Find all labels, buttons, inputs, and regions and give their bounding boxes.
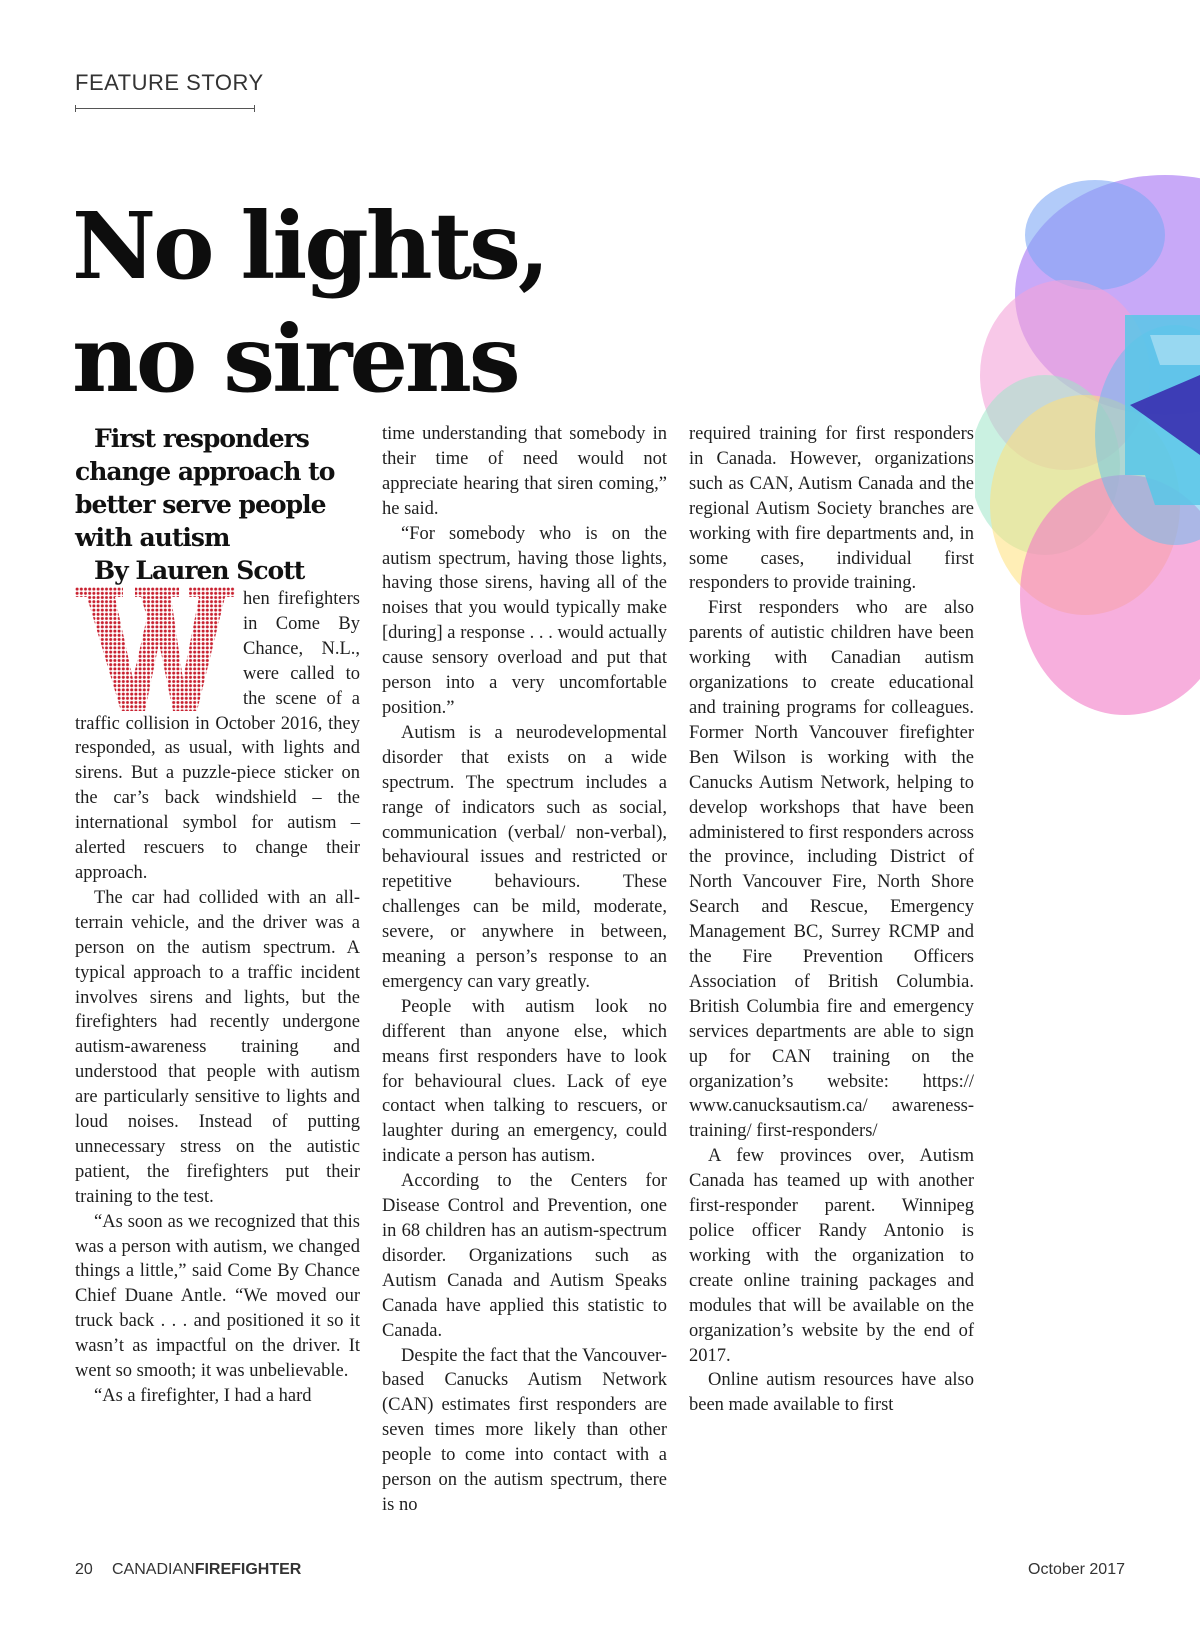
- byline: By Lauren Scott: [94, 556, 305, 585]
- paragraph: required training for first responders in Canada. However, organizations such as CAN, Autism Canada and the regional Autism Society branches are working with fire departments and, in some cases, individual first responders to provide training.: [689, 424, 974, 594]
- headline: [72, 190, 772, 416]
- dropcap-w: [75, 587, 235, 711]
- paragraph: Autism is a neurodevelopmental disorder that exists on a wide spectrum. The spectrum includes a range of indicators such as social, communication (verbal/ non-verbal), behavioural issues and restricted or repetitive behaviours. These challenges can be mild, moderate, severe, or anywhere in between, meaning a person’s response to an emergency can vary greatly.: [382, 722, 667, 992]
- paragraph: Despite the fact that the Vancouver-based Canucks Autism Network (CAN) estimates first responders are seven times more likely than other people to come into contact with a person on the autism spectrum, there is no: [382, 1345, 667, 1515]
- paragraph: “For somebody who is on the autism spectrum, having those lights, having those sirens, having all of the noises that you would typically make [during] a response . . . would actually cause sensory overload and put that person into a very uncomfortable position.”: [382, 523, 667, 718]
- magazine-name: [112, 1561, 301, 1579]
- paragraph: First responders who are also parents of autistic children have been working with Canadian autism organizations to create educational and training programs for colleagues. Former North Vancouver firefighter Ben Wilson is working with the Canucks Autism Network, helping to develop workshops that have been administered to first responders across the province, including District of North Vancouver Fire, North Shore Search and Rescue, Emergency Management BC, Surrey RCMP and the Fire Prevention Officers Association of British Columbia. British Columbia fire and emergency services departments are able to sign up for CAN training on the organization’s website: https:// www.canucksautism.ca/ awareness-training/ first-responders/: [689, 598, 974, 1142]
- paragraph: Online autism resources have also been made available to first: [689, 1370, 974, 1416]
- paragraph: “As soon as we recognized that this was a person with autism, we changed things a little,” said Come By Chance Chief Duane Antle. “We moved our truck back . . . and positioned it so it wasn’t as impactful on the driver. It went so smooth; it was unbelievable.: [75, 1211, 360, 1382]
- section-rule: [75, 108, 255, 109]
- paragraph: hen firefighters in Come By Chance, N.L., were called to the scene of a traffic collision in October 2016, they responded, as usual, with lights and sirens. But a puzzle-piece sticker on the car’s back windshield – the international symbol for autism – alerted rescuers to change their approach.: [75, 589, 360, 883]
- article-column-2: [382, 422, 667, 1518]
- headline-line-1: No lights,: [72, 192, 547, 300]
- magazine-name-light: CANADIAN: [112, 1561, 195, 1578]
- article-column-3: [689, 422, 974, 1418]
- paragraph: The car had collided with an all-terrain vehicle, and the driver was a person on the autism spectrum. A typical approach to a traffic incident involves sirens and lights, but the firefighters had recently undergone autism-awareness training and understood that people with autism are particularly sensitive to lights and loud noises. Instead of putting unnecessary stress on the autistic patient, the firefighters put their training to the test.: [75, 887, 360, 1207]
- paragraph: People with autism look no different than anyone else, which means first responders have to look for behavioural clues. Lack of eye contact when talking to rescuers, or laughter during an emergency, could indicate a person has autism.: [382, 996, 667, 1167]
- page-number: 20: [75, 1561, 93, 1578]
- headline-line-2: no sirens: [72, 305, 518, 413]
- deck: First responders change approach to better serve people with autism: [75, 424, 335, 552]
- magazine-name-bold: FIREFIGHTER: [194, 1561, 302, 1578]
- paragraph: According to the Centers for Disease Control and Prevention, one in 68 children has an autism-spectrum disorder. Organizations such as Autism Canada and Autism Speaks Canada have applied this statistic to Canada.: [382, 1171, 667, 1341]
- issue-date: October 2017: [1028, 1561, 1125, 1578]
- section-label: FEATURE STORY: [75, 70, 264, 95]
- paragraph: “As a firefighter, I had a hard: [94, 1386, 312, 1406]
- colorful-heads-illustration-icon: [975, 175, 1200, 735]
- paragraph: time understanding that somebody in their time of need would not appreciate hearing that siren coming,” he said.: [382, 424, 667, 519]
- article-column-1: [75, 422, 360, 1409]
- paragraph: A few provinces over, Autism Canada has teamed up with another first-responder parent. Winnipeg police officer Randy Antonio is working with the organization to create online training packages and modules that will be available on the organization’s website by the end of 2017.: [689, 1146, 974, 1366]
